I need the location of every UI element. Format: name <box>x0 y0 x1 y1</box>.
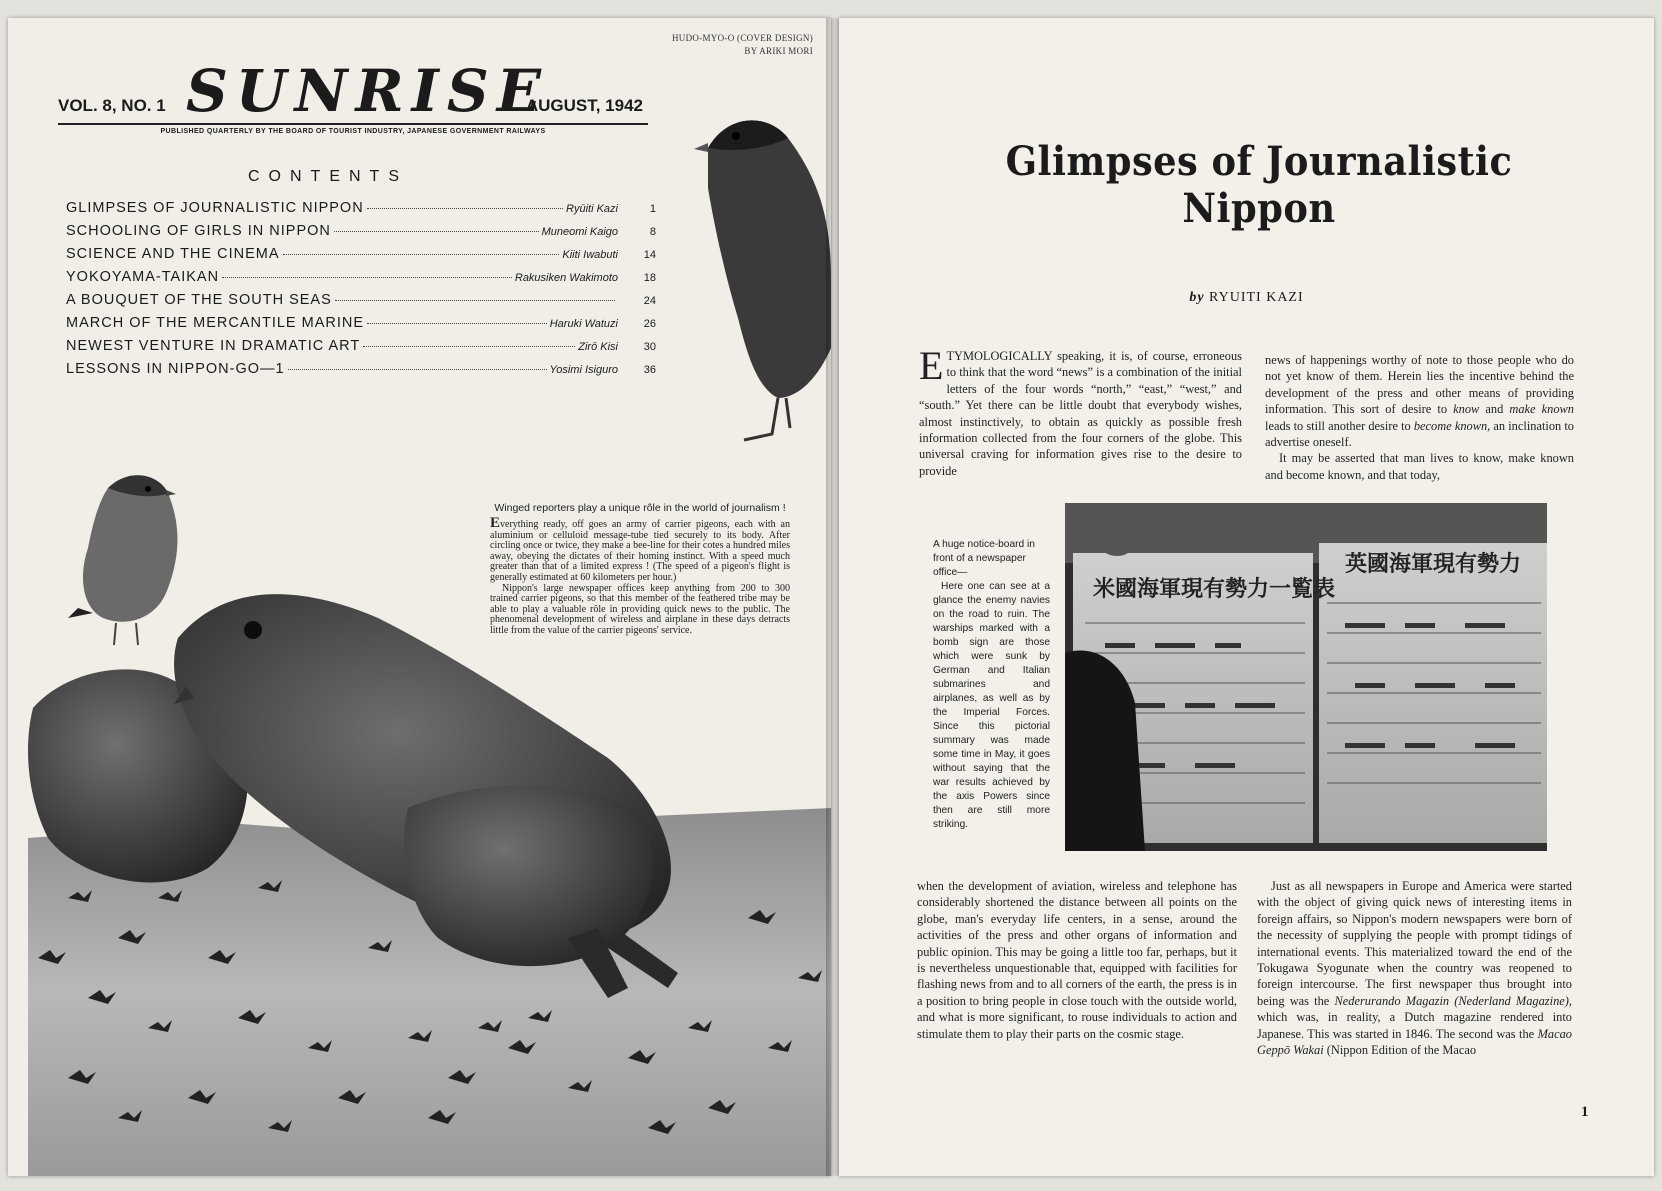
column-text: an inclination to advertise oneself. <box>1265 418 1574 450</box>
contents-heading: CONTENTS <box>248 168 408 185</box>
volume-number: VOL. 8, NO. 1 <box>58 96 166 115</box>
smallcaps-opening: TYMOLOGICALLY <box>946 349 1053 363</box>
board-left-heading: 米國海軍現有勢力一覧表 <box>1093 577 1336 602</box>
toc-author: Haruki Watuzi <box>549 318 618 330</box>
emphasis-text: know <box>1453 402 1480 417</box>
caption-drop-letter: E <box>490 515 501 531</box>
toc-page: 36 <box>643 364 656 376</box>
byline-author: RYUITI KAZI <box>1209 290 1304 305</box>
toc-page: 18 <box>643 272 656 284</box>
caption-body: Here one can see at a glance the enemy navies on the road to ruin. The warships marked with a bomb sign are those which were sunk by German and Italian submarines and airplanes, as well as by the Imperial Forces. Since this pictorial summary was made some time in May, it goes without saying that the war results achieved by the axis Powers since then are still more striking. <box>933 581 1050 830</box>
column-text: speaking, it is, of course, erroneous to think that the word “news” is a combination of the initial letters of the four words “north,” “east,” “west,” and “south.” Yet there can be little doubt that everybody wishes, almost instinctively, to obtain as quickly as possible fresh information collected from the four corners of the globe. This universal craving for information gives rise to the desire to provide <box>919 349 1242 478</box>
toc-title: YOKOYAMA-TAIKAN <box>66 269 220 285</box>
column-text: Just as all newspapers in Europe and America were started with the object of giving quick news of interesting items in foreign affairs, so Nippon's modern newspapers were born of the necessity of supplying the people with prompt tidings of international events. This materialized toward the end of the Tokugawa Syogunate when the country was reopened to foreign intercourse. The first newspaper thus brought into being was the <box>1257 879 1572 1008</box>
toc-page: 14 <box>643 249 656 261</box>
emphasis-text: become known, <box>1413 418 1491 433</box>
column-text: (Nippon Edition of the Macao <box>1323 1043 1477 1058</box>
publisher-line: PUBLISHED QUARTERLY BY THE BOARD OF TOURIST INDUSTRY, JAPANESE GOVERNMENT RAILWAYS <box>160 128 546 135</box>
byline-prefix: by <box>1189 290 1205 305</box>
page-number: 1 <box>1581 1104 1589 1120</box>
right-hand <box>404 786 652 967</box>
toc-page: 30 <box>643 341 656 353</box>
toc-page: 24 <box>643 295 656 307</box>
caption-paragraph: Nippon's large newspaper offices keep anything from 200 to 300 trained carrier pigeons, so that this member of the feathered tribe may be able to play a valuable rôle in providing quick news to the public. The phenomenal development of wireless and airplane in these days detracts little from the value of the carrier pigeons' service. <box>490 582 790 636</box>
column-text: , which was, in reality, a Dutch magazine rendered into Japanese. This was started in 1846. The second was the <box>1257 993 1573 1041</box>
column-text: news of happenings worthy of note to those people who do not yet know of them. Herein lies the incentive behind the development of the press and other means of providing information. This sort of desire to <box>1265 353 1574 417</box>
emphasis-text: make known <box>1509 402 1574 417</box>
article-byline <box>839 290 1654 306</box>
toc-title: NEWEST VENTURE IN DRAMATIC ART <box>66 338 361 354</box>
drop-cap: E <box>919 343 944 388</box>
emphasis-text: Macao Geppō Wakai <box>1257 1026 1572 1058</box>
toc-author: Zirō Kisi <box>578 341 618 353</box>
notice-board-caption <box>933 538 1050 832</box>
column-text: It may be asserted that man lives to know, make known and become known, and that today, <box>1265 451 1574 482</box>
issue-date: AUGUST, 1942 <box>525 96 643 115</box>
article-column-4 <box>1257 878 1572 1058</box>
toc-author: Muneomi Kaigo <box>541 226 618 238</box>
article-column-1 <box>919 343 1242 479</box>
article-column-2 <box>1265 352 1574 483</box>
notice-board-photo <box>1065 503 1547 851</box>
magazine-title: SUNRISE <box>186 57 549 125</box>
board-right-heading: 英國海軍現有勢力 <box>1345 552 1522 577</box>
toc-page: 8 <box>649 226 656 238</box>
article-title: Glimpses of Journalistic Nippon <box>1005 138 1513 232</box>
caption-body <box>490 515 790 637</box>
toc-page: 1 <box>649 203 656 215</box>
cover-credit-line: BY ARIKI MORI <box>744 46 813 56</box>
toc-author: Ryūiti Kazi <box>566 203 618 215</box>
caption-heading: Winged reporters play a unique rôle in the world of journalism ! <box>494 502 786 514</box>
article-column-3 <box>917 878 1237 1042</box>
toc-title: LESSONS IN NIPPON-GO—1 <box>66 361 285 377</box>
toc-page: 26 <box>643 318 656 330</box>
toc-title: SCIENCE AND THE CINEMA <box>66 246 280 262</box>
toc-author: Kiiti Iwabuti <box>562 249 618 261</box>
column-text: leads to still another desire to <box>1265 418 1414 433</box>
toc-title: GLIMPSES OF JOURNALISTIC NIPPON <box>66 200 364 216</box>
right-page <box>839 18 1654 1176</box>
column-text: when the development of aviation, wireless and telephone has considerably shortened the distance between all points on the globe, man's everyday life centers, in a sense, around the activities of the press and other organs of information and public opinion. This may be going a little too far, perhaps, but it is nevertheless unquestionable that, equipped with facilities for flashing news from and to all corners of the earth, the press is in a position to bring people in close touch with the outside world, and what is more significant, to rouse individuals to action and stimulate them to play their parts on the cosmic stage. <box>917 879 1237 1041</box>
standing-pigeon-small <box>68 475 177 645</box>
caption-paragraph: verything ready, off goes an army of carrier pigeons, each with an aluminium or celluloid message-tube tied securely to its body. After circling once or twice, they make a bee-line for their cotes a hundred miles away, obeying the dictates of their homing instinct. With a speed much greater than that of a limited express ! (The speed of a pigeon's flight is generally estimated at 60 kilometers per hour.) <box>490 519 790 583</box>
pigeon-photo-caption <box>490 502 790 637</box>
column-text: and <box>1479 402 1510 417</box>
cover-credit-line: HUDO-MYO-O (COVER DESIGN) <box>672 33 813 43</box>
toc-title: MARCH OF THE MERCANTILE MARINE <box>66 315 365 331</box>
toc-author: Yosimi Isiguro <box>549 364 618 376</box>
toc-author: Rakusiken Wakimoto <box>514 272 618 284</box>
toc-title: A BOUQUET OF THE SOUTH SEAS <box>66 292 332 308</box>
left-page <box>8 18 831 1176</box>
standing-pigeon-large <box>694 120 831 440</box>
toc-title: SCHOOLING OF GIRLS IN NIPPON <box>66 223 331 239</box>
emphasis-text: Nederurando Magazin (Nederland Magazine) <box>1334 993 1569 1008</box>
caption-lead: A huge notice-board in front of a newspaper office— <box>933 539 1035 578</box>
